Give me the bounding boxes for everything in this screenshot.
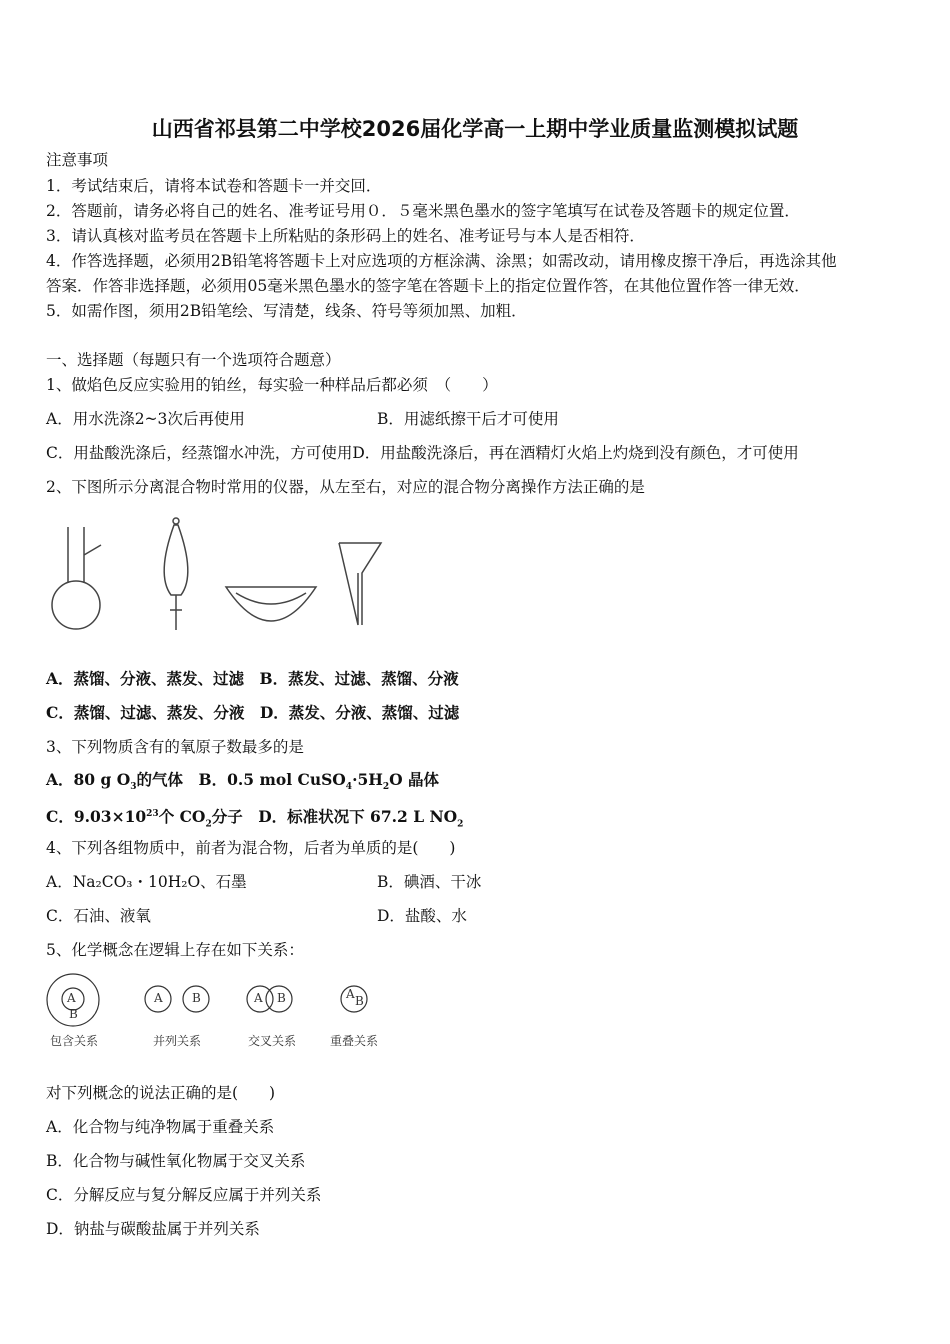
q5-option-c: C．分解反应与复分解反应属于并列关系 xyxy=(46,1186,322,1204)
relation-diagrams xyxy=(46,972,386,1032)
q5-option-b: B．化合物与碱性氧化物属于交叉关系 xyxy=(46,1152,306,1170)
label-b: B xyxy=(192,991,201,1005)
diagram-caption: 交叉关系 xyxy=(248,1034,297,1048)
q4-option-c: C．石油、液氧 xyxy=(46,907,151,925)
section-heading: 一、选择题（每题只有一个选项符合题意） xyxy=(46,351,341,369)
q4-option-b: B．碘酒、干冰 xyxy=(377,873,482,891)
page-title: 山西省祁县第二中学校2026届化学高一上期中学业质量监测模拟试题 xyxy=(151,117,799,141)
label-a: A xyxy=(154,991,163,1005)
q4-stem: 4、下列各组物质中，前者为混合物，后者为单质的是( ) xyxy=(46,839,456,857)
q4-option-a: A．Na₂CO₃・10H₂O、石墨 xyxy=(46,873,247,891)
note-item: 2．答题前，请务必将自己的姓名、准考证号用０．５毫米黑色墨水的签字笔填写在试卷及答题卡的规定位置． xyxy=(46,202,800,220)
distillation-flask-icon xyxy=(52,527,101,629)
q1-option-cd: C．用盐酸洗涤后，经蒸馏水冲洗，方可使用D．用盐酸洗涤后，再在酒精灯火焰上灼烧到没有颜色，才可使用 xyxy=(46,444,799,462)
diagram-caption: 重叠关系 xyxy=(330,1034,379,1048)
q3-option-ab: A．80 g $O_3$的气体 B．0.5 mol $CuSO_4\cdot 5H_2O$ 晶体 xyxy=(46,770,440,793)
q5-option-a: A．化合物与纯净物属于重叠关系 xyxy=(46,1118,275,1136)
label-a: A xyxy=(67,991,76,1005)
notes-heading: 注意事项 xyxy=(46,151,109,169)
apparatus-figure xyxy=(46,505,386,635)
q4-option-d: D．盐酸、水 xyxy=(377,907,467,925)
label-b: B xyxy=(277,991,286,1005)
note-item: 5．如需作图，须用2B铅笔绘、写清楚，线条、符号等须加黑、加粗． xyxy=(46,302,527,320)
note-item: 答案．作答非选择题，必须用05毫米黑色墨水的签字笔在答题卡上的指定位置作答，在其他位置作答一律无效． xyxy=(46,277,810,295)
q3-option-cd: C．$9.03\times 10^{23}$个 $CO_2$分子 D．标准状况下 67.2 L $NO_2$ xyxy=(46,807,464,830)
evaporating-dish-icon xyxy=(226,587,316,621)
q1-option-b: B．用滤纸擦干后才可使用 xyxy=(377,410,559,428)
label-a: A xyxy=(346,987,355,1001)
note-item: 1．考试结束后，请将本试卷和答题卡一并交回． xyxy=(46,177,382,195)
q5-question: 对下列概念的说法正确的是( ) xyxy=(46,1084,276,1102)
q2-option-cd: C．蒸馏、过滤、蒸发、分液 D．蒸发、分液、蒸馏、过滤 xyxy=(46,703,460,722)
q2-stem: 2、下图所示分离混合物时常用的仪器，从左至右，对应的混合物分离操作方法正确的是 xyxy=(46,478,645,496)
q5-option-d: D．钠盐与碳酸盐属于并列关系 xyxy=(46,1220,260,1238)
funnel-icon xyxy=(339,543,381,625)
label-a: A xyxy=(254,991,263,1005)
label-b: B xyxy=(355,994,364,1008)
q1-option-a: A．用水洗涤2~3次后再使用 xyxy=(46,410,245,428)
diagram-caption: 包含关系 xyxy=(50,1034,99,1048)
note-item: 4．作答选择题，必须用2B铅笔将答题卡上对应选项的方框涂满、涂黑；如需改动，请用橡皮擦干净后，再选涂其他 xyxy=(46,252,837,270)
q2-option-ab: A．蒸馏、分液、蒸发、过滤 B．蒸发、过滤、蒸馏、分液 xyxy=(46,669,459,688)
separatory-funnel-icon xyxy=(164,518,188,630)
q3-stem: 3、下列物质含有的氧原子数最多的是 xyxy=(46,738,304,756)
diagram-caption: 并列关系 xyxy=(153,1034,202,1048)
label-b: B xyxy=(69,1007,78,1021)
q5-stem: 5、化学概念在逻辑上存在如下关系： xyxy=(46,941,304,959)
note-item: 3．请认真核对监考员在答题卡上所粘贴的条形码上的姓名、准考证号与本人是否相符． xyxy=(46,227,645,245)
q1-stem: 1、做焰色反应实验用的铂丝，每实验一种样品后都必须 （ ） xyxy=(46,376,498,394)
